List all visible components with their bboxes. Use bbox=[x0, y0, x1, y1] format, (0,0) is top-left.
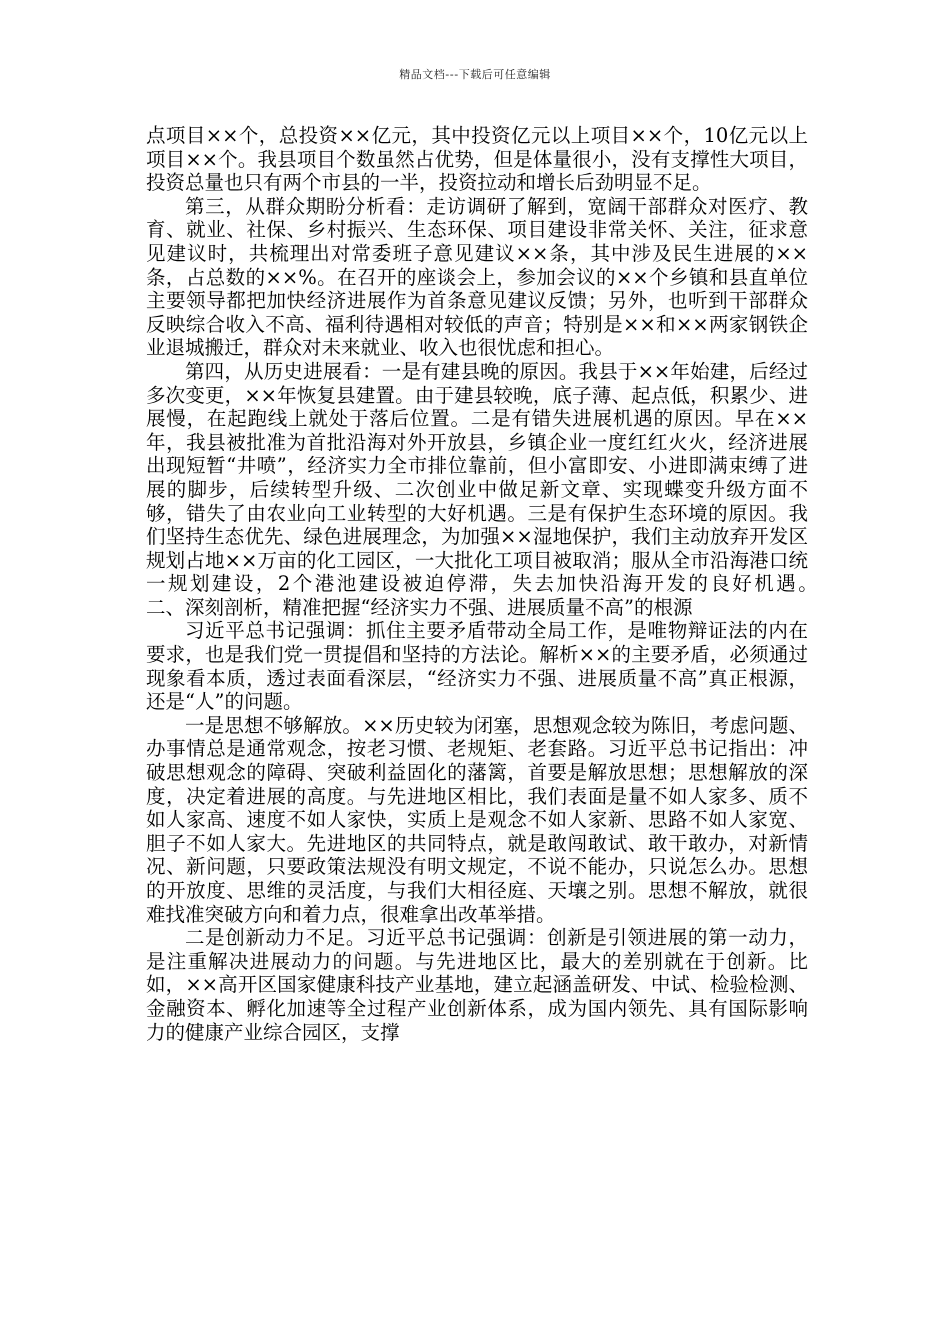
page-header: 精品文档---下载后可任意编辑 bbox=[399, 68, 551, 81]
paragraph: 一是思想不够解放。××历史较为闭塞，思想观念较为陈旧，考虑问题、办事情总是通常观念，按老习惯、老规矩、老套路。习近平总书记指出：冲破思想观念的障碍、突破利益固化的藩篱，首要是解放思想；思想解放的深度，决定着进展的高度。与先进地区相比，我们表面是量不如人家多、质不如人家高、速度不如人家快，实质上是观念不如人家新、思路不如人家宽、胆子不如人家大。先进地区的共同特点，就是敢闯敢试、敢干敢办，对新情况、新问题，只要政策法规没有明文规定，不说不能办，只说怎么办。思想的开放度、思维的灵活度，与我们大相径庭、天壤之别。思想不解放，就很难找准突破方向和着力点，很难拿出改革举措。 bbox=[146, 713, 808, 926]
paragraph: 点项目××个，总投资××亿元，其中投资亿元以上项目××个，10亿元以上项目××个。我县项目个数虽然占优势，但是体量很小，没有支撑性大项目，投资总量也只有两个市县的一半，投资拉动和增长后劲明显不足。 bbox=[146, 124, 808, 195]
paragraph: 习近平总书记强调：抓住主要矛盾带动全局工作，是唯物辩证法的内在要求，也是我们党一贯提倡和坚持的方法论。解析××的主要矛盾，必须通过现象看本质，透过表面看深层，“经济实力不强、进展质量不高”真正根源，还是“人”的问题。 bbox=[146, 619, 808, 714]
paragraph: 第四，从历史进展看：一是有建县晚的原因。我县于××年始建，后经过多次变更，××年恢复县建置。由于建县较晚，底子薄、起点低，积累少、进展慢，在起跑线上就处于落后位置。二是有错失进展机遇的原因。早在××年，我县被批准为首批沿海对外开放县，乡镇企业一度红红火火，经济进展出现短暂“井喷”，经济实力全市排位靠前，但小富即安、小进即满束缚了进展的脚步，后续转型升级、二次创业中做足新文章、实现蝶变升级方面不够，错失了由农业向工业转型的大好机遇。三是有保护生态环境的原因。我们坚持生态优先、绿色进展理念，为加强××湿地保护，我们主动放弃开发区规划占地××万亩的化工园区，一大批化工项目被取消；服从全市沿海港口统一规划建设，2个港池建设被迫停滞，失去加快沿海开发的良好机遇。 二、深刻剖析，精准把握“经济实力不强、进展质量不高”的根源 bbox=[146, 359, 848, 619]
document-body bbox=[146, 124, 848, 1044]
paragraph: 二是创新动力不足。习近平总书记强调：创新是引领进展的第一动力，是注重解决进展动力的问题。与先进地区比，最大的差别就在于创新。比如，××高开区国家健康科技产业基地，建立起涵盖研发、中试、检验检测、金融资本、孵化加速等全过程产业创新体系，成为国内领先、具有国际影响力的健康产业综合园区，支撑 bbox=[146, 926, 808, 1044]
paragraph: 第三，从群众期盼分析看：走访调研了解到，宽阔干部群众对医疗、教育、就业、社保、乡村振兴、生态环保、项目建设非常关怀、关注，征求意见建议时，共梳理出对常委班子意见建议××条，其中涉及民生进展的××条，占总数的××%。在召开的座谈会上，参加会议的××个乡镇和县直单位主要领导都把加快经济进展作为首条意见建议反馈；另外，也听到干部群众反映综合收入不高、福利待遇相对较低的声音；特别是××和××两家钢铁企业退城搬迁，群众对未来就业、收入也很忧虑和担心。 bbox=[146, 194, 808, 360]
